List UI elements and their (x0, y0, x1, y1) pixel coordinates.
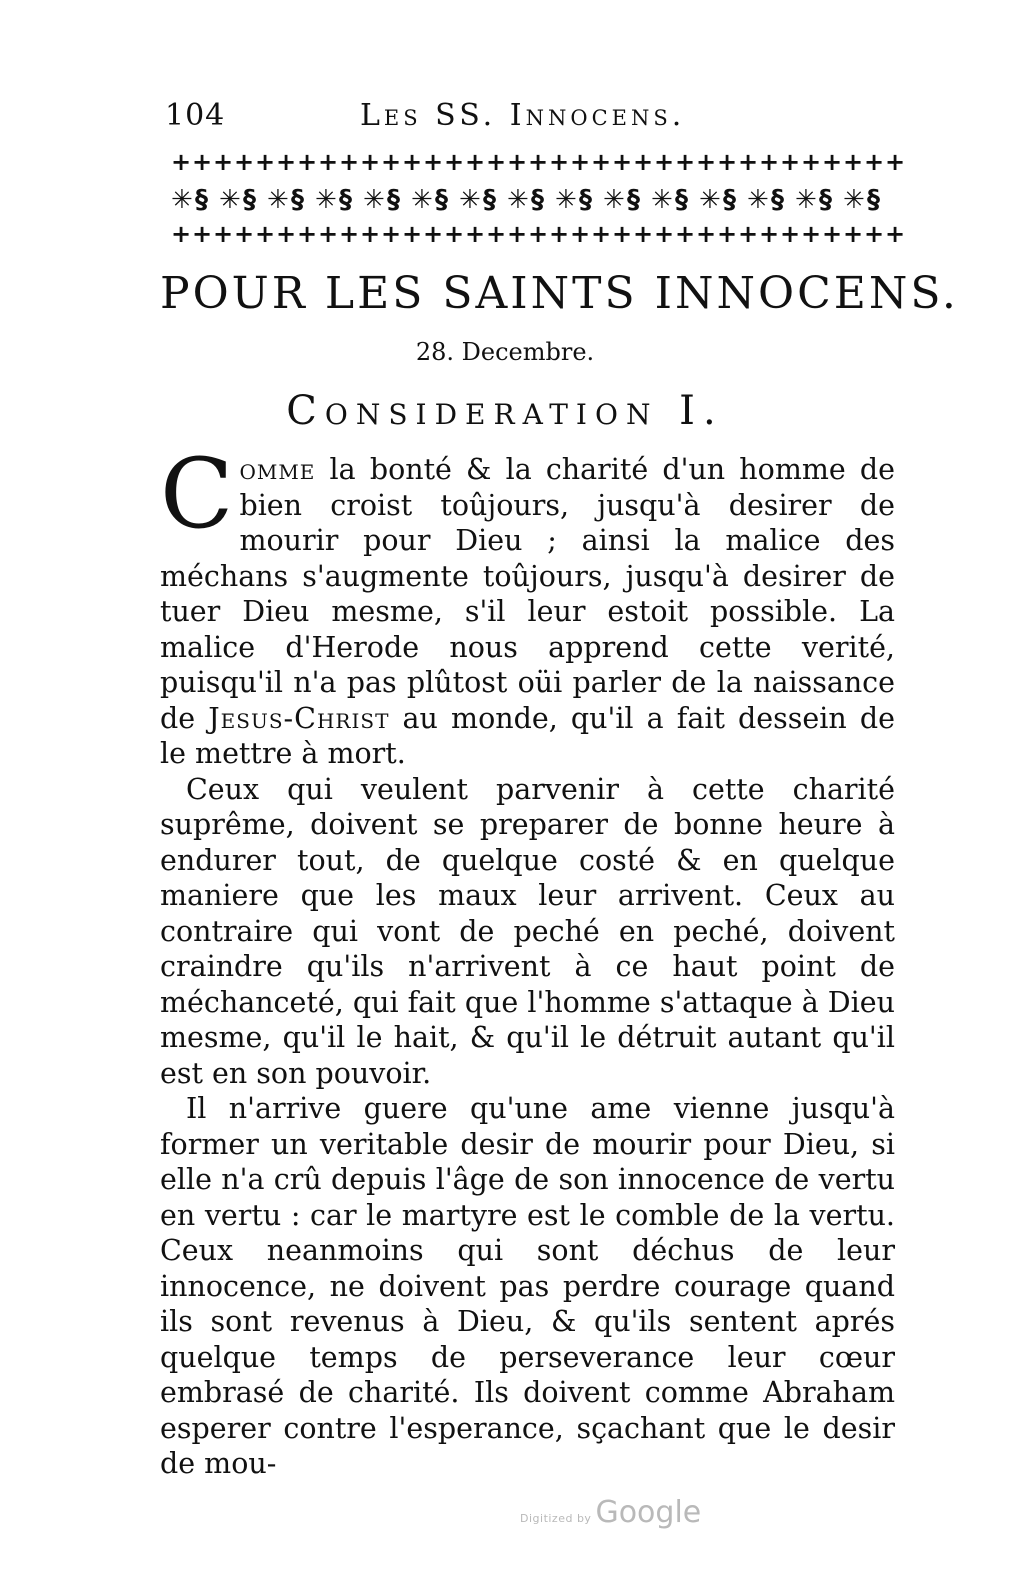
ornament-glyph: + (255, 220, 276, 248)
section-heading: Consideration I. (286, 388, 724, 434)
ornament-glyph: + (570, 220, 591, 248)
ornament-glyph: ✳ (651, 185, 673, 215)
ornament-glyph: § (387, 185, 400, 215)
ornament-glyph: + (675, 220, 696, 248)
ornament-glyph: + (549, 152, 570, 176)
ornament-glyph: + (759, 220, 780, 248)
ornament-glyph: + (402, 152, 423, 176)
ornament-glyph: + (864, 220, 885, 248)
ornament-glyph: + (654, 220, 675, 248)
ornament-glyph: + (276, 152, 297, 176)
ornament-glyph: ✳ (747, 185, 769, 215)
ornament-glyph: + (780, 220, 801, 248)
ornament-glyph: + (339, 220, 360, 248)
ornament-glyph: + (423, 152, 444, 176)
ornament-glyph: + (801, 220, 822, 248)
ornament-glyph: + (234, 220, 255, 248)
ornament-glyph: + (381, 152, 402, 176)
ornament-glyph: ✳ (219, 185, 241, 215)
ornament-glyph: + (612, 220, 633, 248)
ornament-glyph: § (771, 185, 784, 215)
ornament-glyph: + (717, 152, 738, 176)
ornament-glyph: ✳ (795, 185, 817, 215)
ornament-glyph: + (192, 152, 213, 176)
ornament-glyph: + (465, 220, 486, 248)
ornament-glyph: + (528, 220, 549, 248)
ornament-glyph: ✳ (459, 185, 481, 215)
ornament-glyph: + (843, 220, 864, 248)
ornament-glyph: § (627, 185, 640, 215)
ornament-glyph: + (486, 152, 507, 176)
ornament-glyph: + (822, 152, 843, 176)
ornament-glyph: + (381, 220, 402, 248)
ornament-glyph: + (486, 220, 507, 248)
ornament-glyph: + (360, 152, 381, 176)
ornament-glyph: § (723, 185, 736, 215)
running-head (165, 98, 893, 140)
ornament-glyph: + (696, 152, 717, 176)
ornament-graphic (165, 152, 925, 248)
ornament-glyph: + (612, 152, 633, 176)
ornament-glyph: + (696, 220, 717, 248)
ornament-glyph: § (291, 185, 304, 215)
ornament-glyph: + (822, 220, 843, 248)
ornament-glyph: + (318, 220, 339, 248)
ornament-glyph: + (591, 220, 612, 248)
ornament-glyph: + (171, 220, 192, 248)
ornament-glyph: + (423, 220, 444, 248)
ornament-glyph: + (549, 220, 570, 248)
ornament-glyph: + (864, 152, 885, 176)
ornament-glyph: + (801, 152, 822, 176)
ornament-glyph: ✳ (555, 185, 577, 215)
ornament-glyph: + (507, 152, 528, 176)
ornament-glyph: ✳ (171, 185, 193, 215)
ornament-glyph: + (738, 152, 759, 176)
ornament-glyph: + (402, 220, 423, 248)
ornament-glyph: + (654, 152, 675, 176)
ornament-glyph: + (570, 152, 591, 176)
ornament-glyph: § (531, 185, 544, 215)
ornament-glyph: + (885, 152, 906, 176)
name-jesus-christ: Jesus-Christ (208, 701, 390, 735)
ornament-glyph: + (633, 152, 654, 176)
ornament-glyph: + (738, 220, 759, 248)
ornament-glyph: + (234, 152, 255, 176)
feast-date: 28. Decembre. (415, 338, 595, 366)
ornament-glyph: ✳ (603, 185, 625, 215)
ornament-glyph: + (213, 220, 234, 248)
ornament-glyph: + (276, 220, 297, 248)
ornament-band (165, 152, 925, 248)
drop-cap: C (160, 438, 234, 550)
ornament-glyph: ✳ (411, 185, 433, 215)
paragraph-3: Il n'arrive guere qu'une ame vienne jusqu'à former un veritable desir de mourir pour Dieu, si elle n'a crû depuis l'âge de son innocence de vertu en vertu : car le martyre est le comble de la vertu. Ceux neanmoins qui sont déchus de leur innocence, ne doivent pas perdre courage quand ils sont revenus à Dieu, & qu'ils sentent aprés quelque temps de perseverance leur cœur embrasé de charité. Ils doivent comme Abraham esperer contre l'esperance, sçachant que le desir de mou- (160, 1092, 895, 1480)
ornament-glyph: ✳ (699, 185, 721, 215)
watermark (520, 1495, 740, 1535)
ornament-glyph: § (435, 185, 448, 215)
page-number: 104 (165, 98, 226, 133)
ornament-glyph: § (339, 185, 352, 215)
ornament-glyph: + (444, 152, 465, 176)
ornament-glyph: § (243, 185, 256, 215)
ornament-glyph: § (483, 185, 496, 215)
ornament-glyph: § (819, 185, 832, 215)
ornament-glyph: + (255, 152, 276, 176)
ornament-glyph: + (843, 152, 864, 176)
chapter-title: POUR LES SAINTS INNOCENS. (160, 268, 959, 319)
ornament-glyph: § (675, 185, 688, 215)
ornament-glyph: + (507, 220, 528, 248)
paragraph-1-text-a: la bonté & la charité d'un homme de bien croist toûjours, jusqu'à desirer de mourir pour Dieu ; ainsi la malice des méchans s'augmente toûjours, jusqu'à desirer de tuer Dieu mesme, s'il leur estoit possible. La malice d'Herode nous apprend cette verité, puisqu'il n'a pas plûtost oüi parler de la naissance de (160, 453, 895, 735)
ornament-glyph: + (591, 152, 612, 176)
paragraph-2: Ceux qui veulent parvenir à cette charité suprême, doivent se preparer de bonne heure à endurer tout, de quelque costé & en quelque maniere que les maux leur arrivent. Ceux au contraire qui vont de peché en peché, doivent craindre qu'ils n'arrivent à ce haut point de méchanceté, qui fait que l'homme s'attaque à Dieu mesme, qu'il le hait, & qu'il le détruit autant qu'il est en son pouvoir. (160, 772, 895, 1090)
ornament-glyph: + (192, 220, 213, 248)
watermark-brand: Google (595, 1495, 702, 1530)
ornament-glyph: + (213, 152, 234, 176)
ornament-glyph: + (675, 152, 696, 176)
ornament-glyph: + (444, 220, 465, 248)
paragraph-1 (160, 438, 895, 772)
ornament-glyph: + (759, 152, 780, 176)
ornament-glyph: § (867, 185, 880, 215)
ornament-glyph: + (633, 220, 654, 248)
ornament-glyph: + (717, 220, 738, 248)
ornament-glyph: + (339, 152, 360, 176)
ornament-glyph: ✳ (315, 185, 337, 215)
ornament-glyph: + (780, 152, 801, 176)
first-word: omme (239, 453, 316, 486)
ornament-glyph: § (195, 185, 208, 215)
ornament-glyph: + (528, 152, 549, 176)
ornament-glyph: + (297, 220, 318, 248)
ornament-glyph: + (465, 152, 486, 176)
ornament-glyph: ✳ (267, 185, 289, 215)
paragraph-1-text-b: au monde, qu'il a fait dessein de le mettre à mort. (160, 701, 895, 770)
body-text (160, 438, 895, 1482)
ornament-glyph: ✳ (843, 185, 865, 215)
ornament-glyph: ✳ (363, 185, 385, 215)
ornament-glyph: + (885, 220, 906, 248)
ornament-glyph: + (171, 152, 192, 176)
ornament-glyph: + (297, 152, 318, 176)
ornament-glyph: + (360, 220, 381, 248)
watermark-digitized: Digitized by (520, 1512, 592, 1525)
ornament-glyph: § (579, 185, 592, 215)
ornament-glyph: + (318, 152, 339, 176)
ornament-glyph: ✳ (507, 185, 529, 215)
running-title: Les SS. Innocens. (360, 98, 686, 133)
